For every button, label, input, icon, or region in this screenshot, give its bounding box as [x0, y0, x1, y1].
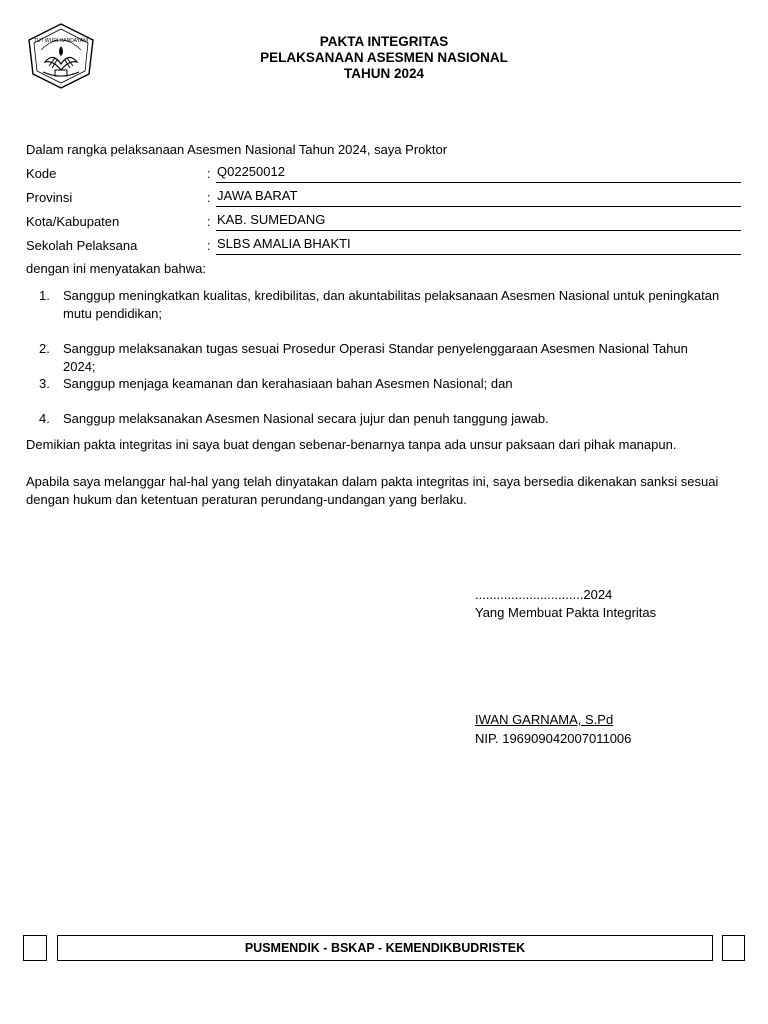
signature-role: Yang Membuat Pakta Integritas: [475, 605, 657, 620]
field-label-sekolah: Sekolah Pelaksana: [26, 238, 138, 253]
intro-text: Dalam rangka pelaksanaan Asesmen Nasional Tahun 2024, saya Proktor: [26, 142, 448, 157]
field-value-kode: Q02250012: [217, 164, 285, 179]
item-text: Sanggup melaksanakan Asesmen Nasional secara jujur dan penuh tanggung jawab.: [63, 411, 549, 426]
document-title: PAKTA INTEGRITAS: [319, 34, 449, 49]
field-label-kode: Kode: [26, 166, 57, 181]
item-number: 4.: [39, 411, 50, 426]
statement-lead: dengan ini menyatakan bahwa:: [26, 261, 206, 276]
field-value-provinsi: JAWA BARAT: [217, 188, 298, 203]
field-label-kota: Kota/Kabupaten: [26, 214, 120, 229]
field-value-kota: KAB. SUMEDANG: [217, 212, 326, 227]
field-underline: [216, 206, 741, 207]
item-text: Sanggup melaksanakan tugas sesuai Prosedur Operasi Standar penyelenggaraan Asesmen Nasional Tahun 2024;: [63, 341, 688, 374]
closing-paragraph: Demikian pakta integritas ini saya buat dengan sebenar-benarnya tanpa ada unsur paksaan dari pihak manapun.: [26, 437, 677, 452]
item-number: 1.: [39, 288, 50, 303]
field-underline: [216, 254, 741, 255]
field-colon: :: [207, 166, 211, 181]
item-number: 3.: [39, 376, 50, 391]
field-colon: :: [207, 190, 211, 205]
item-text: Sanggup meningkatkan kualitas, kredibilitas, dan akuntabilitas pelaksanaan Asesmen Nasional untuk peningkatan mutu pendidikan;: [63, 288, 720, 321]
footer-right-box: [722, 935, 745, 961]
footer-left-box: [23, 935, 47, 961]
document-year: TAHUN 2024: [343, 66, 425, 81]
document-subtitle: PELAKSANAAN ASESMEN NASIONAL: [260, 50, 508, 65]
logo-text: TUT WURI HANDAYANI: [33, 38, 89, 44]
signature-date: ..............................2024: [475, 587, 613, 602]
item-text: Sanggup menjaga keamanan dan kerahasiaan bahan Asesmen Nasional; dan: [63, 376, 513, 391]
field-underline: [216, 182, 741, 183]
field-colon: :: [207, 214, 211, 229]
footer-label: PUSMENDIK - BSKAP - KEMENDIKBUDRISTEK: [57, 935, 713, 961]
field-underline: [216, 230, 741, 231]
field-value-sekolah: SLBS AMALIA BHAKTI: [217, 236, 351, 251]
signatory-nip: NIP. 196909042007011006: [475, 731, 632, 746]
item-number: 2.: [39, 341, 50, 356]
signatory-name: IWAN GARNAMA, S.Pd: [475, 712, 614, 727]
closing-paragraph: Apabila saya melanggar hal-hal yang telah dinyatakan dalam pakta integritas ini, saya bersedia dikenakan sanksi sesuai dengan hukum dan ketentuan peraturan perundang-undangan yang berlaku.: [26, 474, 719, 507]
field-colon: :: [207, 238, 211, 253]
field-label-provinsi: Provinsi: [26, 190, 73, 205]
